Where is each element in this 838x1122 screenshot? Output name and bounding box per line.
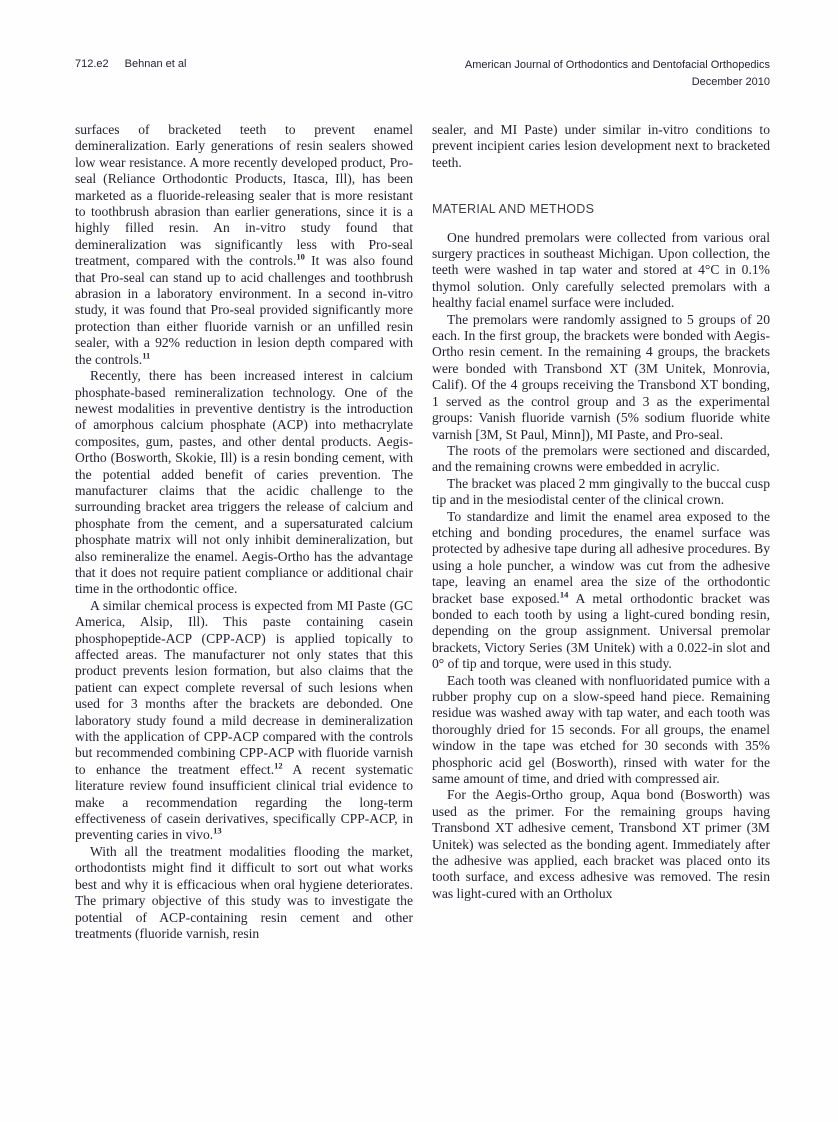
reference-superscript: 14 [559, 589, 569, 600]
paragraph: The premolars were randomly assigned to 5 groups of 20 each. In the first group, the brackets were bonded with Aegis-Ortho resin cement. In the remaining 4 groups, the brackets were bonded with Transbond XT (3M Unitek, Monrovia, Calif). Of the 4 groups receiving the Transbond XT bonding, 1 served as the control group and 3 as the experimental groups: Vanish fluoride varnish (5% sodium fluoride white varnish [3M, St Paul, Minn]), MI Paste, and Pro-seal. [432, 311, 770, 442]
right-column [432, 122, 770, 942]
paragraph: To standardize and limit the enamel area exposed to the etching and bonding procedures, the enamel surface was protected by adhesive tape during all adhesive procedures. By using a hole puncher, a window was cut from the adhesive tape, leaving an enamel area the size of the orthodontic bracket base exposed.$^{14}$ A metal orthodontic bracket was bonded to each tooth by using a light-cured bonding resin, depending on the group assignment. Universal premolar brackets, Victory Series (3M Unitek) with a 0.022-in slot and 0° of tip and torque, were used in this study. [432, 508, 770, 672]
running-head-right [465, 57, 770, 91]
paragraph: surfaces of bracketed teeth to prevent enamel demineralization. Early generations of resin sealers showed low wear resistance. A more recently developed product, Pro-seal (Reliance Orthodontic Products, Itasca, Ill), has been marketed as a fluoride-releasing sealer that is more resistant to toothbrush abrasion than earlier generations, since it is a highly filled resin. An in-vitro study found that demineralization was significantly less with Pro-seal treatment, compared with the controls.$^{10}$ It was also found that Pro-seal can stand up to acid challenges and toothbrush abrasion in a laboratory environment. In a second in-vitro study, it was found that Pro-seal provided significantly more protection than either fluoride varnish or an unfilled resin sealer, with a 92% reduction in lesion depth compared with the controls.$^{11}$ [75, 122, 413, 367]
paragraph: Recently, there has been increased interest in calcium phosphate-based remineralization technology. One of the newest modalities in preventive dentistry is the introduction of amorphous calcium phosphate (ACP) into methacrylate composites, gum, pastes, and other dental products. Aegis-Ortho (Bosworth, Skokie, Ill) is a resin bonding cement, with the potential added benefit of caries prevention. The manufacturer claims that the acidic challenge to the surrounding bracket area triggers the release of calcium and phosphate from the cement, and a supersaturated calcium phosphate matrix will not only inhibit demineralization, but also remineralize the enamel. Aegis-Ortho has the advantage that it does not require patient compliance or additional chair time in the orthodontic office. [75, 368, 413, 597]
journal-title: American Journal of Orthodontics and Dentofacial Orthopedics [464, 59, 770, 71]
paragraph: Each tooth was cleaned with nonfluoridated pumice with a rubber prophy cup on a slow-speed hand piece. Remaining residue was washed away with tap water, and each tooth was thoroughly dried for 15 seconds. For all groups, the enamel window in the tape was etched for 30 seconds with 35% phosphoric acid gel (Bosworth), rinsed with water for the same amount of time, and dried with compressed air. [432, 672, 770, 787]
reference-superscript: 13 [213, 825, 222, 836]
left-column [75, 122, 413, 942]
issue-date: December 2010 [691, 76, 770, 88]
running-head [75, 57, 770, 91]
two-column-body [75, 122, 770, 942]
reference-superscript: 11 [142, 350, 151, 361]
paragraph: A similar chemical process is expected from MI Paste (GC America, Alsip, Ill). This paste containing casein phosphopeptide-ACP (CPP-ACP) is applied topically to affected areas. The manufacturer not only states that this product prevents lesion formation, but also claims that the patient can expect complete reversal of such lesions when used for 3 months after the brackets are debonded. One laboratory study found a mild decrease in demineralization with the application of CPP-ACP compared with the controls but recommended combining CPP-ACP with fluoride varnish to enhance the treatment effect.$^{12}$ A recent systematic literature review found insufficient clinical trial evidence to make a recommendation regarding the long-term effectiveness of casein derivatives, specifically CPP-ACP, in preventing caries in vivo.$^{13}$ [75, 597, 413, 843]
paragraph: sealer, and MI Paste) under similar in-vitro conditions to prevent incipient caries lesion development next to bracketed teeth. [432, 122, 770, 170]
paragraph: One hundred premolars were collected from various oral surgery practices in southeast Michigan. Upon collection, the teeth were washed in tap water and stored at 4°C in 0.1% thymol solution. Only carefully selected premolars with a healthy facial enamel surface were included. [432, 229, 770, 311]
paragraph: With all the treatment modalities flooding the market, orthodontists might find it difficult to sort out what works best and why it is efficacious when oral hygiene deteriorates. The primary objective of this study was to investigate the potential of ACP-containing resin cement and other treatments (fluoride varnish, resin [75, 843, 413, 941]
section-heading: MATERIAL AND METHODS [432, 202, 595, 217]
running-authors: Behnan et al [124, 58, 187, 70]
paragraph: The roots of the premolars were sectioned and discarded, and the remaining crowns were embedded in acrylic. [432, 442, 770, 475]
paragraph: The bracket was placed 2 mm gingivally to the buccal cusp tip and in the mesiodistal center of the clinical crown. [432, 475, 770, 508]
page-number: 712.e2 [75, 58, 109, 70]
running-head-left [75, 57, 186, 70]
reference-superscript: 10 [296, 251, 305, 262]
reference-superscript: 12 [274, 760, 283, 771]
paragraph: For the Aegis-Ortho group, Aqua bond (Bosworth) was used as the primer. For the remaining groups having Transbond XT adhesive cement, Transbond XT primer (3M Unitek) was selected as the bonding agent. Immediately after the adhesive was applied, each bracket was placed onto its tooth surface, and excess adhesive was removed. The resin was light-cured with an Ortholux [432, 787, 770, 901]
